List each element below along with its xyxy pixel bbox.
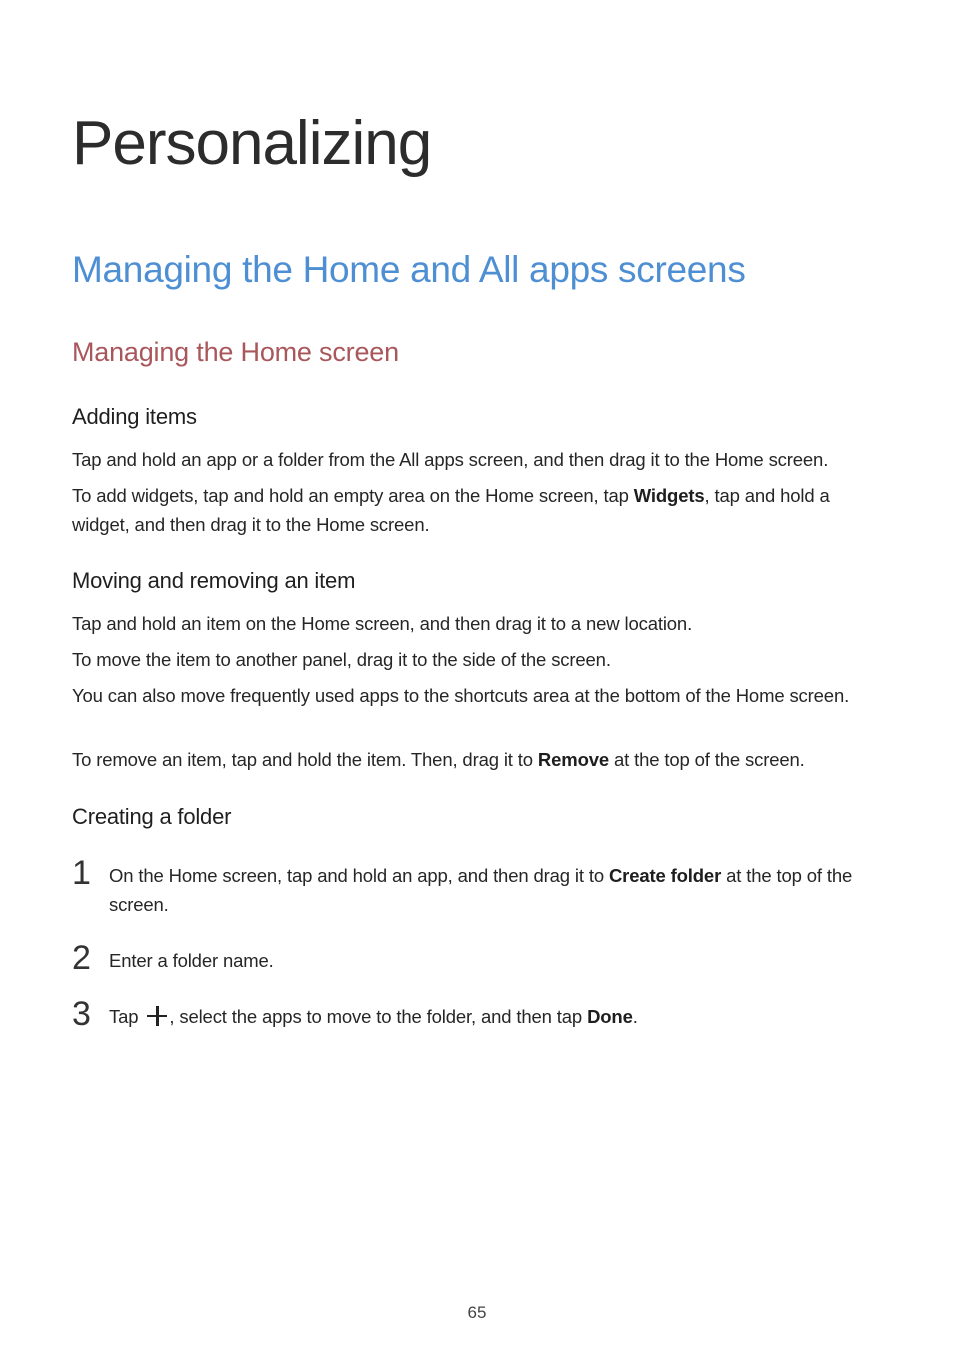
moving-paragraph-1: Tap and hold an item on the Home screen, and then drag it to a new location. [72,613,693,634]
page-number: 65 [467,1303,487,1322]
step-number: 3 [72,995,91,1033]
step-text-part: Tap [109,1006,144,1027]
moving-removing-heading: Moving and removing an item [72,568,356,593]
step-1-text [109,861,886,919]
step-text-part: , select the apps to move to the folder, and then tap [169,1006,588,1027]
step-3-text [109,1002,886,1031]
subsection-title: Managing the Home screen [72,337,399,367]
creating-folder-heading: Creating a folder [72,804,232,829]
step-text-part: On the Home screen, tap and hold an app, and then drag it to [109,865,609,886]
plus-icon [147,1006,167,1026]
remove-term: Remove [537,749,609,770]
step-2-text: Enter a folder name. [109,950,274,971]
adding-items-paragraph-1: Tap and hold an app or a folder from the All apps screen, and then drag it to the Home screen. [72,449,829,470]
step-number: 1 [72,854,91,892]
paragraph-text: To remove an item, tap and hold the item. Then, drag it to [72,749,538,770]
create-folder-term: Create folder [608,865,722,886]
chapter-title: Personalizing [72,109,432,178]
step-text-part: . [632,1006,638,1027]
step-text-part: at the top of the screen. [109,865,853,915]
done-term: Done [587,1006,633,1027]
step-number: 2 [72,939,91,977]
section-title: Managing the Home and All apps screens [72,249,746,290]
moving-paragraph-2: To move the item to another panel, drag it to the side of the screen. [72,649,611,670]
paragraph-text: , tap and hold a widget, and then drag it to the Home screen. [72,485,830,535]
moving-paragraph-3: You can also move frequently used apps to the shortcuts area at the bottom of the Home screen. [72,685,850,706]
adding-items-paragraph-2 [72,481,886,539]
widgets-term: Widgets [633,485,705,506]
moving-paragraph-4 [72,745,886,774]
paragraph-text: at the top of the screen. [609,749,805,770]
paragraph-text: To add widgets, tap and hold an empty area on the Home screen, tap [72,485,634,506]
adding-items-heading: Adding items [72,404,197,429]
